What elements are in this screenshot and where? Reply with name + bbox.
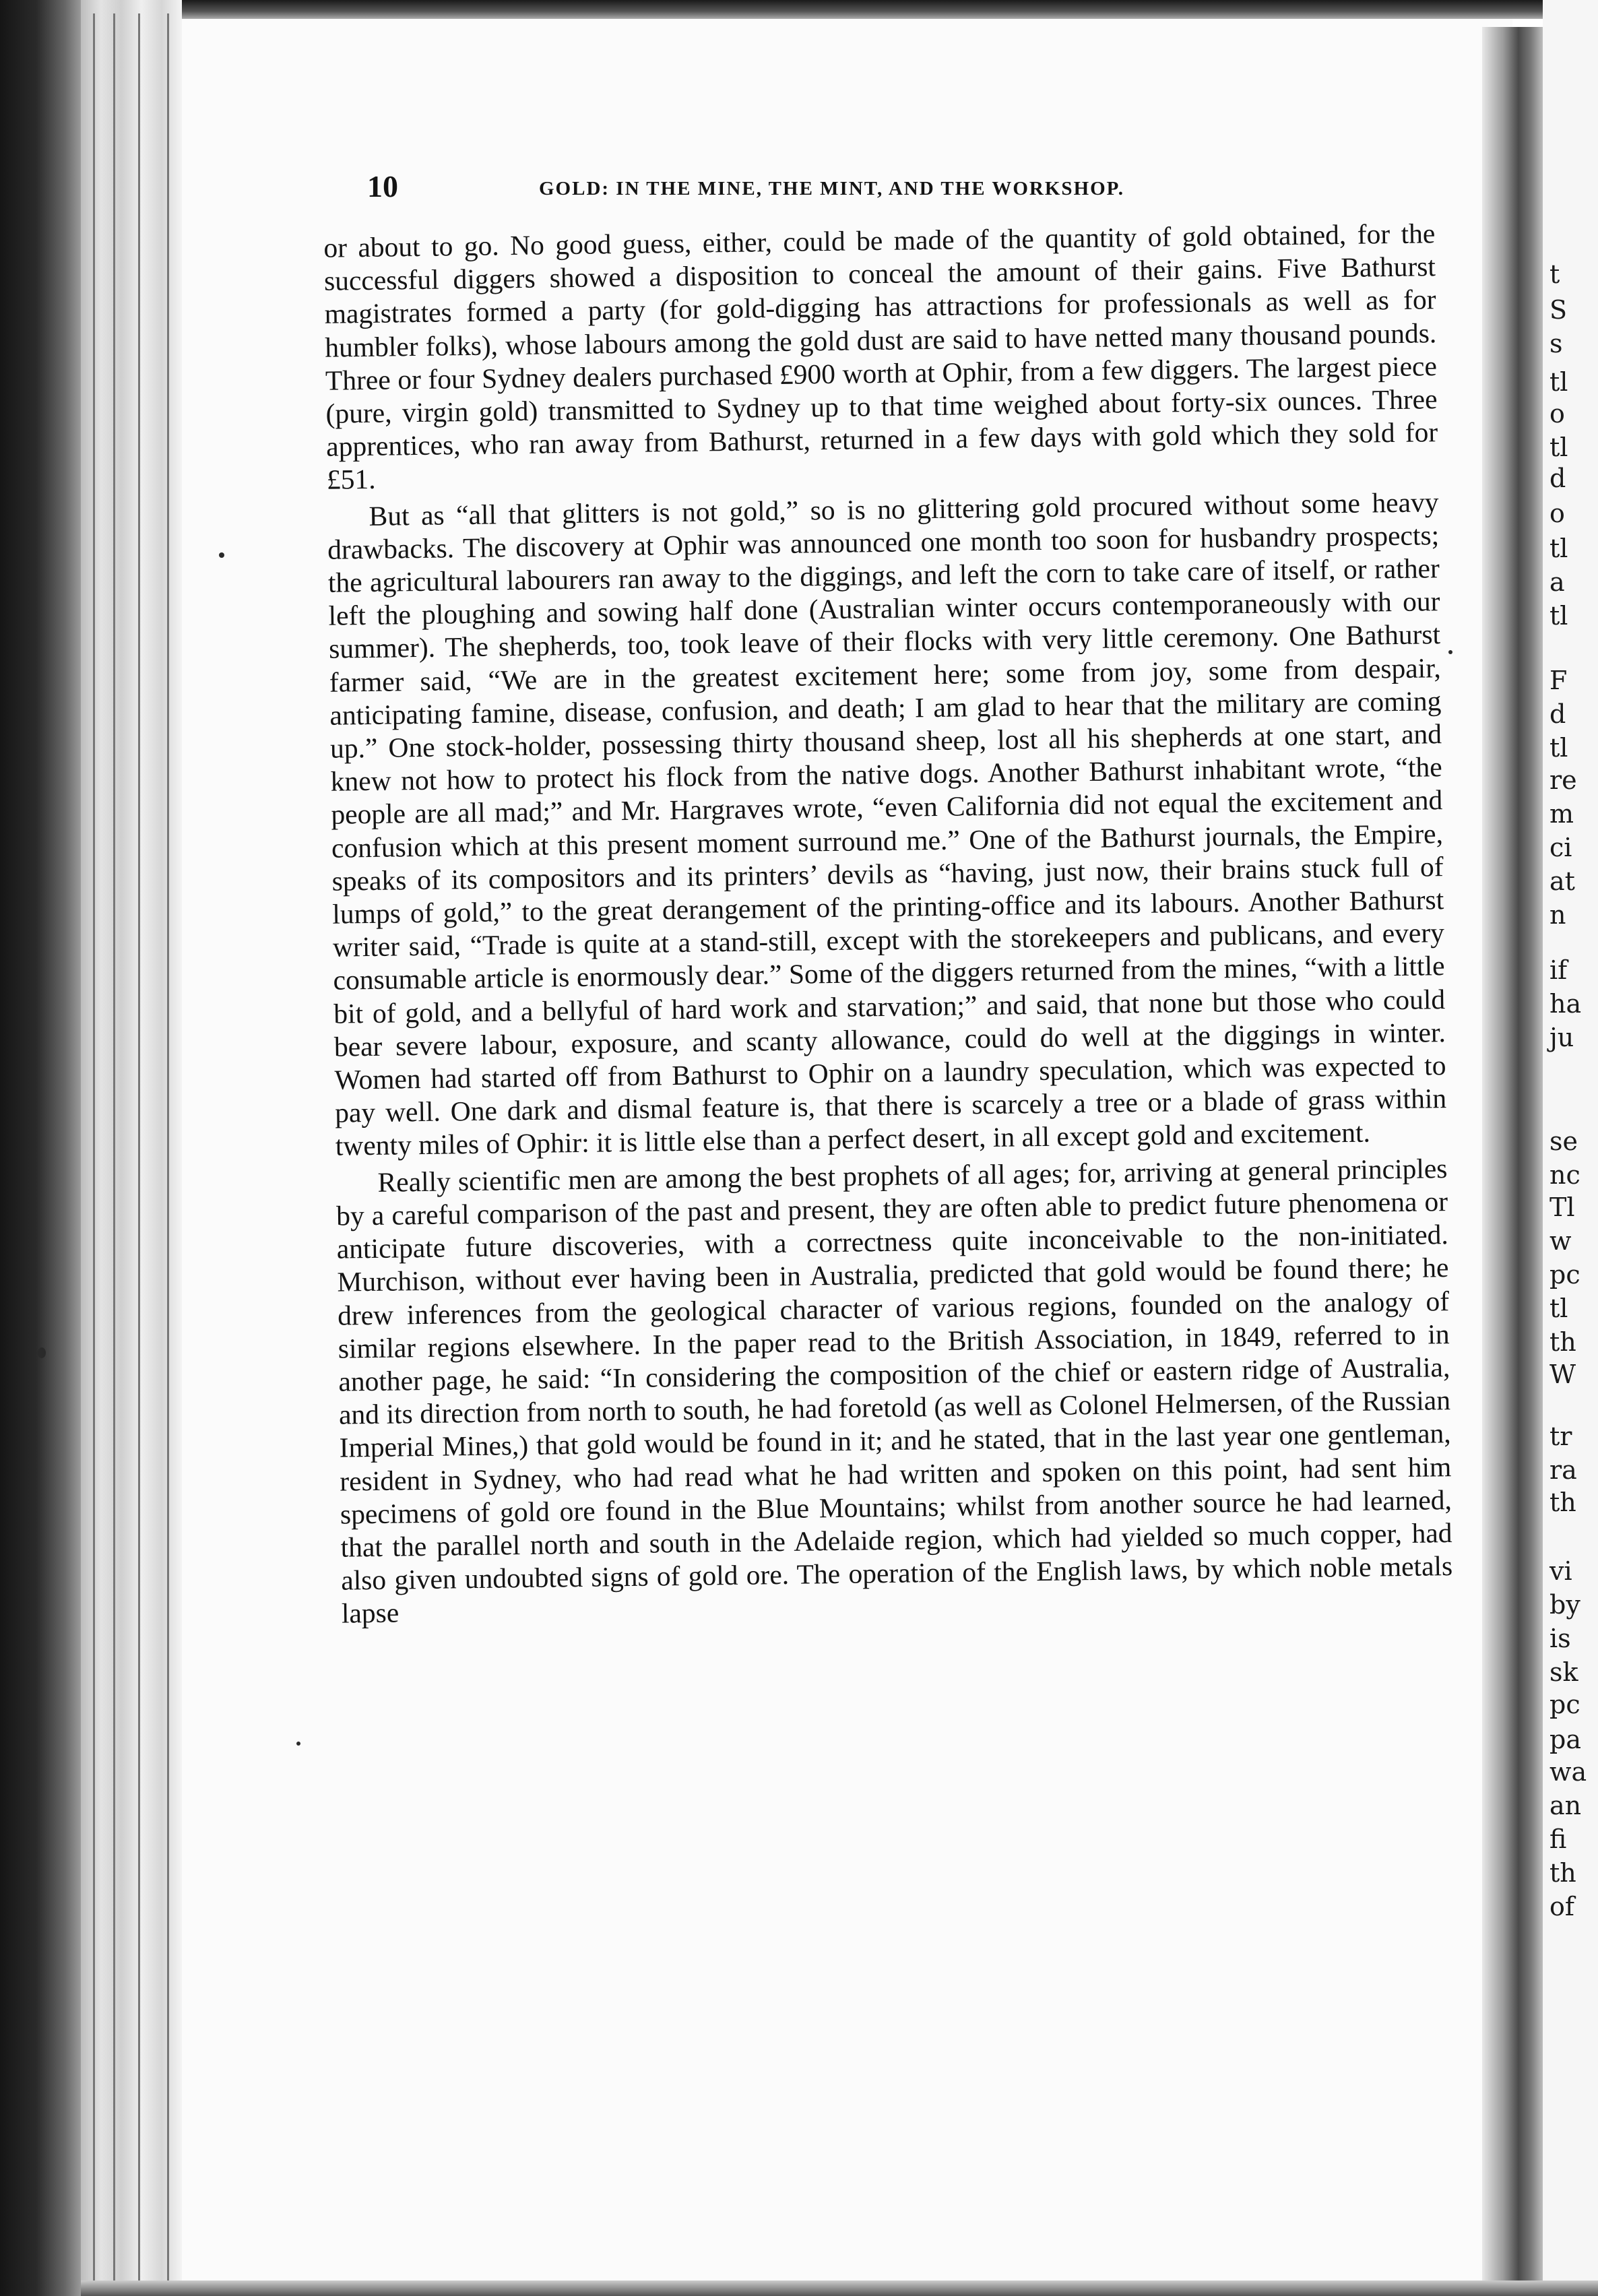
- facing-page-fragment: is: [1549, 1624, 1571, 1653]
- facing-page-fragment: th: [1549, 1488, 1576, 1517]
- facing-page-fragment: pc: [1549, 1260, 1580, 1289]
- scan-speck: [1448, 650, 1452, 654]
- facing-page-fragment: nc: [1549, 1160, 1580, 1190]
- facing-page-fragment: at: [1549, 866, 1575, 896]
- facing-page-fragment: m: [1549, 799, 1574, 829]
- scan-speck: [38, 1347, 46, 1358]
- facing-page-fragment: w: [1549, 1226, 1572, 1256]
- paragraph: or about to go. No good guess, either, could be made of the quantity of gold obtained, for the successful diggers showed a disposition to conceal the amount of their gains. Five Bathurst magistrates formed a party (for gold-digging has attractions for professionals as well as for humbler folks), whose labours among the gold dust are said to have netted many thousand pounds. Three or four Sydney dealers purchased £900 worth at Ophir, from a few diggers. The largest piece (pure, virgin gold) transmitted to Sydney up to that time weighed about forty-six ounces. Three apprentices, who ran away from Bathurst, returned in a few days with gold which they sold for £51.: [323, 218, 1438, 496]
- facing-page-fragment: se: [1549, 1126, 1578, 1156]
- facing-page-fragment: tl: [1549, 601, 1568, 631]
- facing-page-fragment: ra: [1549, 1455, 1577, 1485]
- facing-page-fragment: tl: [1549, 534, 1568, 563]
- page-edge-line: [138, 13, 140, 2284]
- running-head: GOLD: IN THE MINE, THE MINT, AND THE WORKSHOP.: [539, 178, 1124, 199]
- facing-page-fragment: vi: [1549, 1556, 1572, 1586]
- facing-page-fragment: a: [1549, 567, 1565, 597]
- scan-top-edge: [182, 0, 1598, 19]
- page-header: [367, 168, 1435, 209]
- facing-page-fragment: o: [1549, 399, 1565, 428]
- facing-page-fragment: n: [1549, 900, 1566, 930]
- facing-page-fragment: wa: [1549, 1757, 1587, 1787]
- page-gutter: [1482, 27, 1543, 2296]
- facing-page-fragment: tl: [1549, 433, 1568, 462]
- facing-page-fragment: tr: [1549, 1422, 1572, 1451]
- facing-page-fragment: tl: [1549, 733, 1568, 763]
- page-edge-line: [93, 13, 95, 2284]
- facing-page-fragment: sk: [1549, 1657, 1578, 1687]
- facing-page-fragment: th: [1549, 1858, 1576, 1888]
- facing-page-fragment: o: [1549, 499, 1565, 528]
- facing-page-fragment: ci: [1549, 833, 1572, 862]
- facing-page-fragment: tl: [1549, 1294, 1568, 1323]
- page-edge-line: [113, 13, 115, 2284]
- facing-page-fragment: F: [1549, 666, 1568, 695]
- facing-page-edge: [1543, 0, 1598, 2296]
- facing-page-fragment: Tl: [1549, 1192, 1575, 1222]
- paragraph: But as “all that glitters is not gold,” so is no glittering gold procured without some heavy drawbacks. The discovery at Ophir was announced one month too soon for husbandry prospects; the agricultural labourers ran away to the diggings, and left the corn to take care of itself, or rather left the ploughing and sowing half done (Australian winter occurs contemporaneously with our summer). The shepherds, too, took leave of their flocks with very little ceremony. One Bathurst farmer said, “We are in the greatest excitement here; some from joy, some from despair, anticipating famine, disease, confusion, and death; I am glad to hear that the military are coming up.” One stock-holder, possessing thirty thousand sheep, lost all his shepherds at one start, and knew not how to protect his flock from the native dogs. Another Bathurst inhabitant wrote, “the people are all mad;” and Mr. Hargraves wrote, “even California did not equal the excitement and confusion which at this present moment surround me.” One of the Bathurst journals, the Empire, speaks of its compositors and its printers’ devils as “having, just now, their brains stuck full of lumps of gold,” to the great derangement of the printing-office and its labours. Another Bathurst writer said, “Trade is quite at a stand-still, except with the storekeepers and publicans, and every consumable article is enormously dear.” Some of the diggers returned from the mines, “with a little bit of gold, and a bellyful of hard work and starvation;” and said, that none but those who could bear severe labour, exposure, and scanty allowance, could do well at the diggings in winter. Women had started off from Bathurst to Ophir on a laundry speculation, which was expected to pay well. One dark and dismal feature is, that there is scarcely a tree or a blade of grass within twenty miles of Ophir: it is little else than a perfect desert, in all except gold and excitement.: [327, 486, 1447, 1162]
- facing-page-fragment: an: [1549, 1791, 1582, 1820]
- facing-page-fragment: d: [1549, 699, 1566, 729]
- facing-page-fragment: t: [1549, 259, 1560, 289]
- facing-page-fragment: S: [1549, 295, 1568, 325]
- facing-page-fragment: by: [1549, 1590, 1580, 1620]
- facing-page-fragment: if: [1549, 955, 1568, 985]
- facing-page-fragment: pc: [1549, 1690, 1580, 1719]
- binding-shadow: [0, 0, 81, 2296]
- page-number: 10: [367, 169, 398, 203]
- scan-bottom-edge: [81, 2281, 1598, 2296]
- facing-page-fragment: ju: [1549, 1023, 1574, 1052]
- facing-page-fragment: s: [1549, 329, 1563, 358]
- facing-page-fragment: th: [1549, 1327, 1576, 1357]
- page-edge-line: [167, 13, 169, 2284]
- facing-page-fragment: ha: [1549, 989, 1582, 1019]
- paragraph: Really scientific men are among the best prophets of all ages; for, arriving at general principles by a careful comparison of the past and present, they are often able to predict future phenomena or anticipate future discoveries, with a correctness quite inconceivable to the non-initiated. Murchison, without ever having been in Australia, predicted that gold would be found there; he drew inferences from the geological character of various regions, founded on the analogy of similar regions elsewhere. In the paper read to the British Association, in 1849, referred to in another page, he said: “In considering the composition of the chief or eastern ridge of Australia, and its direction from north to south, he had foretold (as well as Colonel Helmersen, of the Russian Imperial Mines,) that gold would be found in it; and he stated, that in the last year one gentleman, resident in Sydney, who had read what he had written and spoken on this point, had sent him specimens of gold ore found in the Blue Mountains; whilst from another source he had learned, that the parallel north and south in the Adelaide region, which had yielded so much copper, had also given undoubted signs of gold ore. The operation of the English laws, by which noble metals lapse: [335, 1152, 1453, 1629]
- facing-page-fragment: fi: [1549, 1824, 1567, 1854]
- body-text: [323, 217, 1453, 1630]
- scan-speck: [296, 1742, 300, 1746]
- facing-page-fragment: tl: [1549, 367, 1568, 397]
- facing-page-fragment: d: [1549, 464, 1566, 493]
- facing-page-fragment: re: [1549, 765, 1577, 795]
- facing-page-fragment: W: [1549, 1360, 1576, 1389]
- scan-speck: [219, 552, 224, 558]
- facing-page-fragment: pa: [1549, 1725, 1581, 1754]
- facing-page-fragment: of: [1549, 1892, 1574, 1921]
